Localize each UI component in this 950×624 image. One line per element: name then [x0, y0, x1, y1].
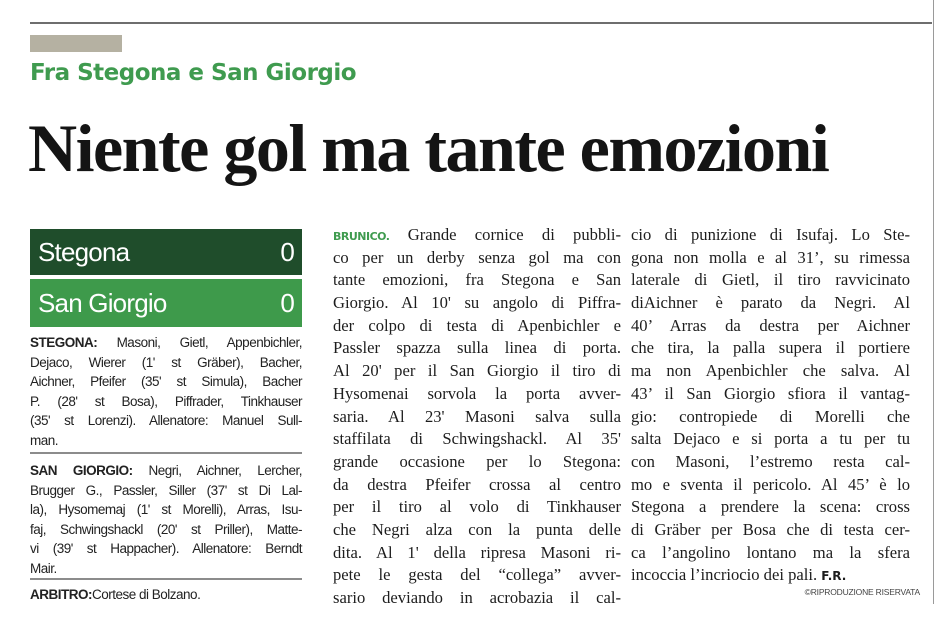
article-line: dita. Al 1' della ripresa Masoni ri- [333, 542, 621, 562]
article-line: tante emozioni, fra Stegona e San [333, 270, 621, 290]
column-rule [933, 0, 934, 604]
lineup-line: Mair. [30, 560, 57, 576]
article-line: che tira, la palla supera il portiere [631, 338, 910, 358]
article-line: da destra Pfeifer crossa al centro [333, 474, 621, 494]
article-line: gio: contropiede di Morelli che [631, 406, 910, 426]
team-score: 0 [280, 236, 294, 267]
article-line: diAichner è parato da Negri. Al [631, 293, 910, 313]
article-line: Giorgio. Al 10' su angolo di Piffra- [333, 293, 621, 313]
article-line: ma non Apenbichler che salva. Al [631, 361, 910, 381]
article-line: grande occasione per lo Stegona: [333, 451, 621, 471]
article-line: Passler spazza sulla linea di porta. [333, 338, 621, 358]
referee-label: ARBITRO: [30, 587, 92, 602]
article-line: di Gräber per Bosa che di testa cer- [631, 519, 910, 539]
article-column-2 [631, 224, 910, 587]
lineup-stegona [30, 333, 302, 451]
article-line: Hysomenai sorvola la porta avver- [333, 383, 621, 403]
author-signature: F.R. [821, 569, 847, 584]
article-line: mo e sventa il pericolo. Al 45’ è lo [631, 474, 910, 494]
article-line: salta Dejaco e si porta a tu per tu [631, 429, 910, 449]
lineup-line: Brugger G., Passler, Siller (37' st Di Lal- [30, 482, 302, 498]
lineup-line: faj, Schwingshackl (20' st Priller), Matte- [30, 521, 302, 537]
article-line: staffilata di Schwingshackl. Al 35' [333, 429, 621, 449]
article-line: ca l’angolino lontano ma la sfera [631, 542, 910, 562]
lineup-line: Masoni, Gietl, Appenbichler, [116, 335, 302, 350]
article-line: 40’ Arras da destra per Aichner [631, 315, 910, 335]
article-line: sario deviando in acrobazia il cal- [333, 588, 621, 607]
section-tag-bar [30, 35, 122, 52]
lineup-label: SAN GIORGIO: [30, 463, 133, 478]
scoreboard-row-stegona [30, 229, 302, 275]
referee [30, 585, 302, 605]
lineup-line: la), Hysomemaj (1' st Morelli), Arras, Isu- [30, 502, 302, 518]
top-rule [30, 22, 932, 24]
lineup-line: Aichner, Pfeifer (35' st Simula), Bacher [30, 374, 302, 390]
article-line: der colpo di testa di Apenbichler e [333, 315, 621, 335]
article-line: per il tiro al volo di Tinkhauser [333, 497, 621, 517]
lineup-line: man. [30, 432, 59, 448]
article-line: co per un derby senza gol ma con [333, 247, 621, 267]
lineup-line: (35' st Lorenzi). Allenatore: Manuel Sull- [30, 413, 302, 429]
lineup-line: P. (28' st Bosa), Piffrader, Tinkhauser [30, 393, 302, 409]
lineup-san-giorgio [30, 461, 302, 579]
scoreboard-row-san-giorgio [30, 279, 302, 327]
referee-value: Cortese di Bolzano. [92, 587, 201, 602]
team-name: San Giorgio [38, 287, 167, 318]
lineup-line: Dejaco, Wierer (1' st Gräber), Bacher, [30, 354, 302, 370]
article-line: saria. Al 23' Masoni salva sulla [333, 406, 621, 426]
lineup-line: Negri, Aichner, Lercher, [148, 463, 302, 478]
article-line: pete le gesta del “collega” avver- [333, 565, 621, 585]
kicker: Fra Stegona e San Giorgio [30, 60, 357, 86]
article-line: Grande cornice di pubbli- [407, 225, 621, 244]
lineup-line: vi (39' st Happacher). Allenatore: Berndt [30, 541, 302, 557]
article-line: con Masoni, l’estremo resta cal- [631, 451, 910, 471]
lineup-label: STEGONA: [30, 335, 98, 350]
article-line: che Negri alza con la punta delle [333, 519, 621, 539]
dateline: BRUNICO. [333, 230, 390, 243]
article-line: 43’ il San Giorgio sfiora il vantag- [631, 383, 910, 403]
article-line: laterale di Gietl, il tiro ravvicinato [631, 270, 910, 290]
article-line: incoccia l’incriocio dei pali. [631, 565, 818, 585]
copyright-notice: ©RIPRODUZIONE RISERVATA [804, 587, 920, 597]
article-line: Al 20' per il San Giorgio il tiro di [333, 361, 621, 381]
team-score: 0 [280, 287, 294, 318]
team-name: Stegona [38, 236, 130, 267]
article-column-1 [333, 224, 621, 610]
divider [30, 452, 302, 454]
article-line: Stegona a prendere la scena: cross [631, 497, 910, 517]
headline: Niente gol ma tante emozioni [28, 110, 829, 186]
article-line: gona non molla e al 31’, su rimessa [631, 247, 910, 267]
article-line: cio di punizione di Isufaj. Lo Ste- [631, 225, 910, 244]
divider [30, 578, 302, 580]
